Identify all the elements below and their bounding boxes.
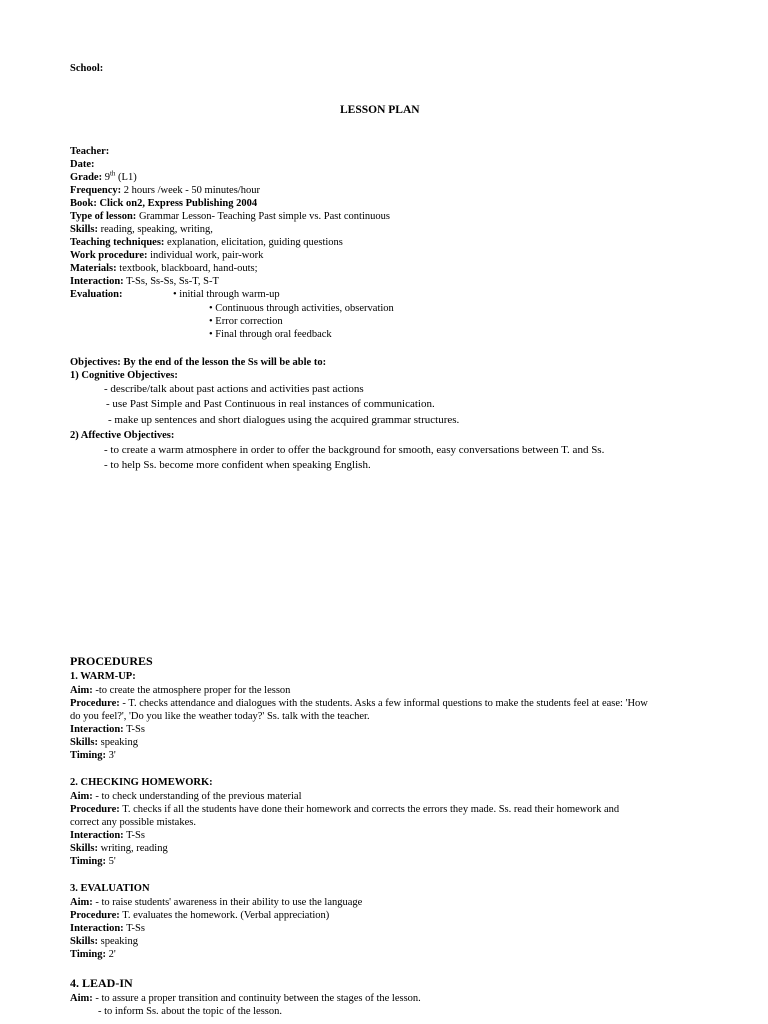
interaction-label: Interaction: [70, 830, 124, 841]
interaction-label: Interaction: [70, 724, 124, 735]
section-title-evaluation: 3. EVALUATION [70, 883, 150, 894]
aim-value: - to check understanding of the previous material [95, 791, 302, 802]
type-line [70, 210, 390, 223]
procedure-continuation: do you feel?', 'Do you like the weather today?' Ss. talk with the teacher. [70, 711, 370, 722]
procedure-line [70, 909, 329, 922]
affective-item: - to help Ss. become more confident when speaking English. [104, 459, 371, 471]
work-procedure-label: Work procedure: [70, 250, 148, 261]
aim-label: Aim: [70, 685, 93, 696]
materials-label: Materials: [70, 263, 117, 274]
grade-label: Grade: [70, 172, 103, 183]
procedure-line [70, 803, 619, 816]
interaction-value: T-Ss [126, 724, 145, 735]
materials-value: textbook, blackboard, hand-outs; [119, 263, 258, 274]
book-line: Book: Click on2, Express Publishing 2004 [70, 198, 258, 209]
section-title-checking-homework: 2. CHECKING HOMEWORK: [70, 777, 213, 788]
timing-value: 3' [108, 750, 116, 761]
cognitive-item: - make up sentences and short dialogues using the acquired grammar structures. [108, 414, 460, 426]
techniques-line [70, 236, 343, 249]
school-label: School: [70, 63, 104, 74]
affective-item: - to create a warm atmosphere in order to offer the background for smooth, easy conversations between T. and Ss. [104, 444, 605, 456]
type-label: Type of lesson: [70, 211, 137, 222]
procedure-label: Procedure: [70, 804, 120, 815]
timing-value: 5' [108, 856, 116, 867]
section-title-lead-in: 4. LEAD-IN [70, 976, 133, 990]
teacher-label: Teacher: [70, 146, 110, 157]
cognitive-heading: 1) Cognitive Objectives: [70, 370, 178, 381]
skills-line [70, 223, 213, 236]
frequency-label: Frequency: [70, 185, 122, 196]
interaction-line [70, 922, 145, 935]
procedure-label: Procedure: [70, 910, 120, 921]
skills-label: Skills: [70, 936, 99, 947]
procedure-value: T. evaluates the homework. (Verbal appreciation) [122, 910, 330, 921]
grade-suffix: (L1) [118, 172, 137, 183]
lead-in-item: - to inform Ss. about the topic of the lesson. [98, 1006, 283, 1017]
evaluation-item: • Continuous through activities, observation [209, 303, 394, 314]
interaction-value: T-Ss [126, 923, 145, 934]
aim-line [70, 790, 302, 803]
evaluation-item: • initial through warm-up [173, 289, 280, 300]
objectives-heading: Objectives: By the end of the lesson the Ss will be able to: [70, 357, 327, 368]
skills-label: Skills: [70, 843, 99, 854]
skills-line [70, 842, 168, 855]
evaluation-label: Evaluation: [70, 289, 123, 300]
procedure-value: - T. checks attendance and dialogues with the students. Asks a few informal questions to make the students feel at ease: 'How [122, 698, 648, 709]
timing-label: Timing: [70, 949, 106, 960]
procedures-heading: PROCEDURES [70, 654, 153, 668]
section-title-warm-up: 1. WARM-UP: [70, 671, 136, 682]
type-value: Grammar Lesson- Teaching Past simple vs. Past continuous [138, 211, 390, 222]
work-procedure-value: individual work, pair-work [150, 250, 264, 261]
timing-line [70, 948, 116, 961]
skills-value: writing, reading [100, 843, 168, 854]
aim-value: - to assure a proper transition and continuity between the stages of the lesson. [95, 993, 421, 1004]
techniques-label: Teaching techniques: [70, 237, 165, 248]
interaction-line [70, 723, 145, 736]
frequency-line [70, 184, 260, 197]
techniques-value: explanation, elicitation, guiding questions [167, 237, 343, 248]
grade-line [70, 171, 137, 184]
aim-line [70, 684, 290, 697]
skills-label: Skills: [70, 737, 99, 748]
aim-line [70, 992, 421, 1005]
interaction-line [70, 829, 145, 842]
procedure-continuation: correct any possible mistakes. [70, 817, 196, 828]
aim-value: - to raise students' awareness in their ability to use the language [95, 897, 363, 908]
procedure-line [70, 697, 648, 710]
interaction-value: T-Ss [126, 830, 145, 841]
skills-line [70, 935, 138, 948]
skills-line [70, 736, 138, 749]
affective-heading: 2) Affective Objectives: [70, 430, 175, 441]
procedure-value: T. checks if all the students have done their homework and corrects the errors they made. Ss. read their homework and [122, 804, 620, 815]
skills-label: Skills: [70, 224, 99, 235]
interaction-line [70, 275, 219, 288]
frequency-value: 2 hours /week - 50 minutes/hour [123, 185, 260, 196]
procedure-label: Procedure: [70, 698, 120, 709]
grade-value: 9 [104, 172, 110, 183]
timing-value: 2' [108, 949, 116, 960]
aim-value: -to create the atmosphere proper for the lesson [95, 685, 291, 696]
materials-line [70, 262, 258, 275]
page-title: LESSON PLAN [340, 104, 420, 116]
timing-label: Timing: [70, 856, 106, 867]
interaction-label: Interaction: [70, 276, 124, 287]
timing-line [70, 749, 116, 762]
timing-label: Timing: [70, 750, 106, 761]
skills-value: speaking [100, 936, 138, 947]
timing-line [70, 855, 116, 868]
cognitive-item: - describe/talk about past actions and activities past actions [104, 383, 364, 395]
evaluation-item: • Error correction [209, 316, 283, 327]
interaction-label: Interaction: [70, 923, 124, 934]
date-label: Date: [70, 159, 95, 170]
aim-label: Aim: [70, 993, 93, 1004]
interaction-value: T-Ss, Ss-Ss, Ss-T, S-T [126, 276, 219, 287]
grade-sup: th [109, 169, 116, 178]
aim-line [70, 896, 362, 909]
aim-label: Aim: [70, 897, 93, 908]
cognitive-item: - use Past Simple and Past Continuous in real instances of communication. [106, 398, 435, 410]
skills-value: speaking [100, 737, 138, 748]
skills-value: reading, speaking, writing, [100, 224, 213, 235]
aim-label: Aim: [70, 791, 93, 802]
evaluation-item: • Final through oral feedback [209, 329, 332, 340]
work-procedure-line [70, 249, 263, 262]
